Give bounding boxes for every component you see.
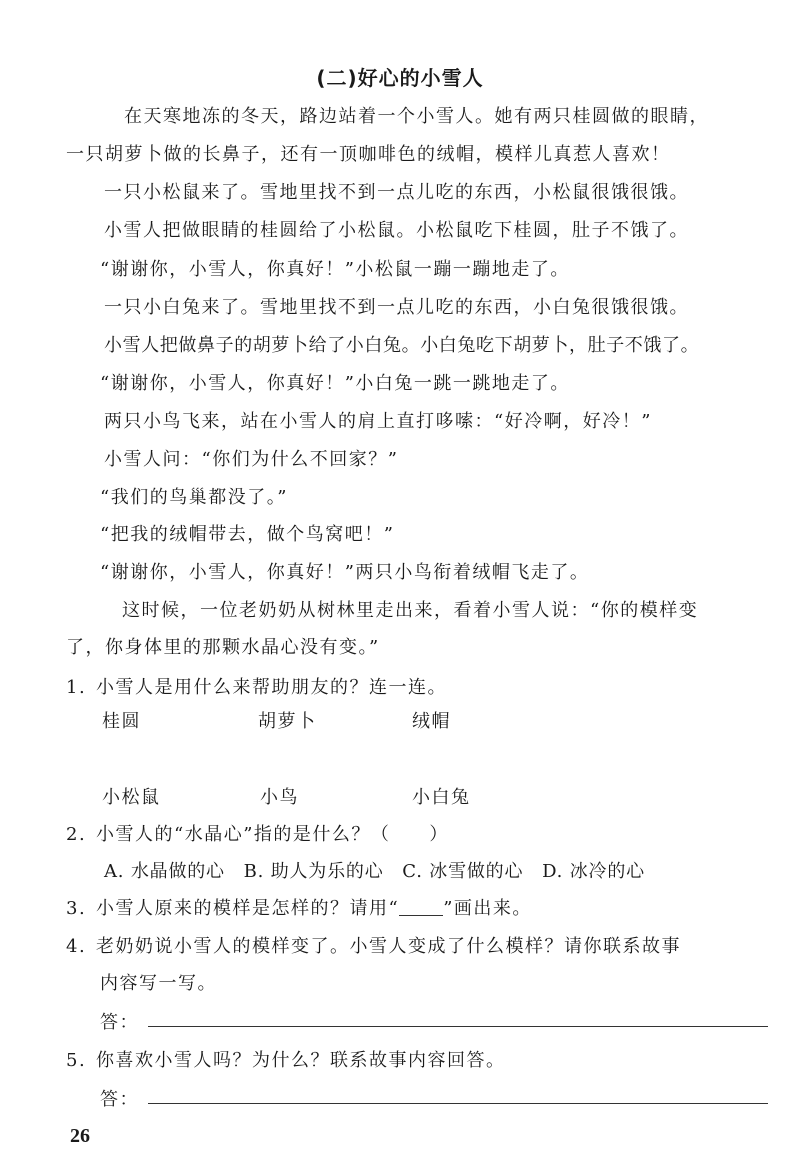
question-4-answer-line[interactable] <box>148 1026 768 1027</box>
story-line-2: 一只胡萝卜做的长鼻子，还有一顶咖啡色的绒帽，模样儿真惹人喜欢！ <box>66 144 671 165</box>
match-item-bird[interactable]: 小鸟 <box>260 787 299 808</box>
question-4-line-1: 老奶奶说小雪人的模样变了。小雪人变成了什么模样？请你联系故事 <box>96 936 681 957</box>
story-line-14: 这时候，一位老奶奶从树林里走出来，看着小雪人说：“你的模样变 <box>122 600 699 621</box>
match-item-longan[interactable]: 桂圆 <box>102 711 141 732</box>
page-number: 26 <box>70 1125 90 1147</box>
question-3-text-after: ”画出来。 <box>443 898 532 919</box>
question-1 <box>66 673 447 699</box>
story-line-5: “谢谢你，小雪人，你真好！”小松鼠一蹦一蹦地走了。 <box>100 259 570 280</box>
question-2-number: 2. <box>66 824 87 845</box>
question-4 <box>66 932 681 958</box>
question-5 <box>66 1046 506 1072</box>
question-1-number: 1. <box>66 677 87 698</box>
story-line-13: “谢谢你，小雪人，你真好！”两只小鸟衔着绒帽飞走了。 <box>100 562 590 583</box>
story-line-15: 了，你身体里的那颗水晶心没有变。” <box>66 637 380 658</box>
story-line-12: “把我的绒帽带去，做个鸟窝吧！” <box>100 524 395 545</box>
question-5-number: 5. <box>66 1050 87 1071</box>
story-line-4: 小雪人把做眼睛的桂圆给了小松鼠。小松鼠吃下桂圆，肚子不饿了。 <box>104 220 689 241</box>
question-3 <box>66 894 532 920</box>
story-line-10: 小雪人问：“你们为什么不回家？” <box>104 449 399 470</box>
question-2-text: 小雪人的“水晶心”指的是什么？（ ） <box>96 824 449 845</box>
story-line-1: 在天寒地冻的冬天，路边站着一个小雪人。她有两只桂圆做的眼睛， <box>124 106 709 127</box>
story-title: (二)好心的小雪人 <box>316 66 484 90</box>
question-4-number: 4. <box>66 936 87 957</box>
story-line-7: 小雪人把做鼻子的胡萝卜给了小白兔。小白兔吃下胡萝卜，肚子不饿了。 <box>104 335 700 356</box>
story-line-3: 一只小松鼠来了。雪地里找不到一点儿吃的东西，小松鼠很饿很饿。 <box>104 182 689 203</box>
story-line-9: 两只小鸟飞来，站在小雪人的肩上直打哆嗦：“好冷啊，好冷！” <box>104 411 652 432</box>
question-3-number: 3. <box>66 898 87 919</box>
match-item-squirrel[interactable]: 小松鼠 <box>102 787 161 808</box>
match-item-hat[interactable]: 绒帽 <box>412 711 451 732</box>
question-2 <box>66 820 449 846</box>
question-5-answer-label: 答： <box>100 1089 139 1110</box>
question-5-text: 你喜欢小雪人吗？为什么？联系故事内容回答。 <box>96 1050 506 1071</box>
question-2-options[interactable]: A. 水晶做的心 B. 助人为乐的心 C. 冰雪做的心 D. 冰冷的心 <box>104 861 645 882</box>
question-1-text: 小雪人是用什么来帮助朋友的？连一连。 <box>96 677 447 698</box>
match-item-carrot[interactable]: 胡萝卜 <box>258 711 317 732</box>
match-item-rabbit[interactable]: 小白兔 <box>412 787 471 808</box>
question-3-text-before: 小雪人原来的模样是怎样的？请用“ <box>96 898 400 919</box>
question-4-line-2: 内容写一写。 <box>100 973 217 994</box>
question-4-answer-label: 答： <box>100 1012 139 1033</box>
question-5-answer-line[interactable] <box>148 1103 768 1104</box>
story-line-11: “我们的鸟巢都没了。” <box>100 487 288 508</box>
story-line-6: 一只小白兔来了。雪地里找不到一点儿吃的东西，小白兔很饿很饿。 <box>104 297 689 318</box>
story-line-8: “谢谢你，小雪人，你真好！”小白兔一跳一跳地走了。 <box>100 373 570 394</box>
underline-marker <box>399 915 443 916</box>
